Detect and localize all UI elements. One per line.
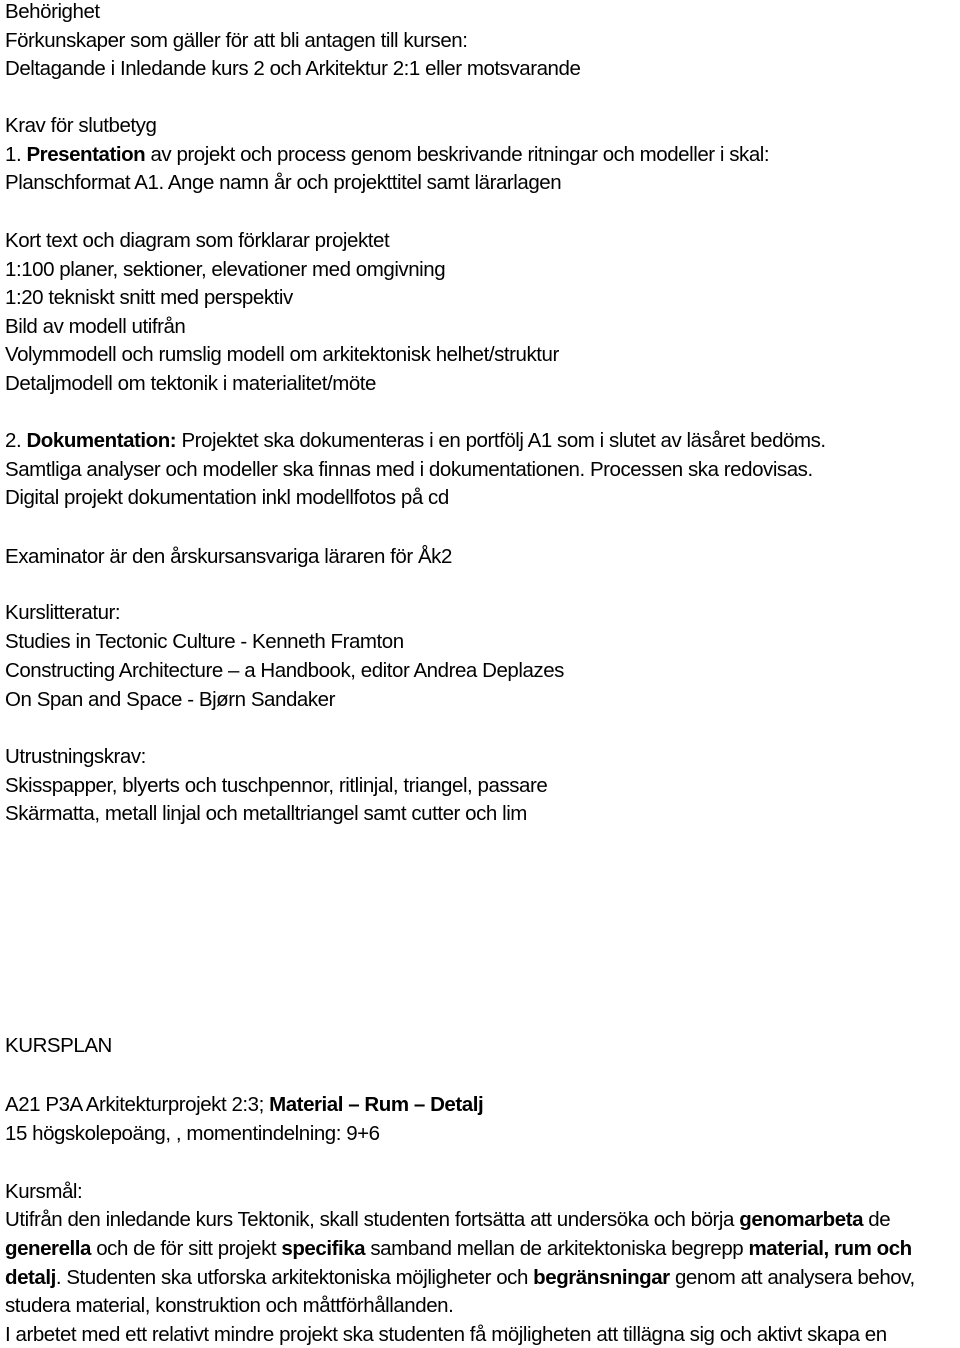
heading-kursplan: KURSPLAN <box>5 1034 112 1057</box>
kursmal-line-1: Utifrån den inledande kurs Tektonik, skall studenten fortsätta att undersöka och börja genomarbeta de <box>5 1208 891 1231</box>
literature-item: Constructing Architecture – a Handbook, editor Andrea Deplazes <box>5 659 564 682</box>
krav-item-2-line-2: Samtliga analyser och modeller ska finnas med i dokumentationen. Processen ska redovisas. <box>5 458 813 481</box>
kursmal-line-4: studera material, konstruktion och måttförhållanden. <box>5 1294 454 1317</box>
krav-list-item: Volymmodell och rumslig modell om arkitektonisk helhet/struktur <box>5 343 559 366</box>
course-title: A21 P3A Arkitekturprojekt 2:3; Material – Rum – Detalj <box>5 1093 484 1116</box>
krav-list-item: Kort text och diagram som förklarar projektet <box>5 229 390 252</box>
krav-list-item: Bild av modell utifrån <box>5 315 186 338</box>
krav-list-item: 1:100 planer, sektioner, elevationer med omgivning <box>5 258 446 281</box>
krav-item-2: 2. Dokumentation: Projektet ska dokumenteras i en portfölj A1 som i slutet av läsåret bedöms. <box>5 429 826 452</box>
krav-item-1-line-2: Planschformat A1. Ange namn år och projekttitel samt lärarlagen <box>5 171 562 194</box>
krav-list-item: Detaljmodell om tektonik i materialitet/möte <box>5 372 376 395</box>
heading-kurslitteratur: Kurslitteratur: <box>5 601 121 624</box>
heading-kursmal: Kursmål: <box>5 1180 83 1203</box>
krav-item-2-line-3: Digital projekt dokumentation inkl modellfotos på cd <box>5 486 449 509</box>
kursmal-line-3: detalj. Studenten ska utforska arkitektoniska möjligheter och begränsningar genom att analysera behov, <box>5 1266 915 1289</box>
kursmal-paragraph-2: I arbetet med ett relativt mindre projekt ska studenten få möjligheten att tillägna sig och aktivt skapa en <box>5 1323 887 1346</box>
behorighet-line-1: Förkunskaper som gäller för att bli antagen till kursen: <box>5 29 468 52</box>
examinator: Examinator är den årskursansvariga läraren för Åk2 <box>5 545 452 568</box>
heading-utrustningskrav: Utrustningskrav: <box>5 745 146 768</box>
literature-item: Studies in Tectonic Culture - Kenneth Framton <box>5 630 404 653</box>
literature-item: On Span and Space - Bjørn Sandaker <box>5 688 335 711</box>
kursmal-line-2: generella och de för sitt projekt specifika samband mellan de arkitektoniska begrepp material, rum och <box>5 1237 912 1260</box>
equipment-item: Skärmatta, metall linjal och metalltriangel samt cutter och lim <box>5 802 527 825</box>
heading-behorighet: Behörighet <box>5 0 100 23</box>
krav-item-1: 1. Presentation av projekt och process genom beskrivande ritningar och modeller i skal: <box>5 143 770 166</box>
krav-list-item: 1:20 tekniskt snitt med perspektiv <box>5 286 293 309</box>
behorighet-line-2: Deltagande i Inledande kurs 2 och Arkitektur 2:1 eller motsvarande <box>5 57 581 80</box>
equipment-item: Skisspapper, blyerts och tuschpennor, ritlinjal, triangel, passare <box>5 774 548 797</box>
heading-krav: Krav för slutbetyg <box>5 114 157 137</box>
course-credits: 15 högskolepoäng, , momentindelning: 9+6 <box>5 1122 380 1145</box>
